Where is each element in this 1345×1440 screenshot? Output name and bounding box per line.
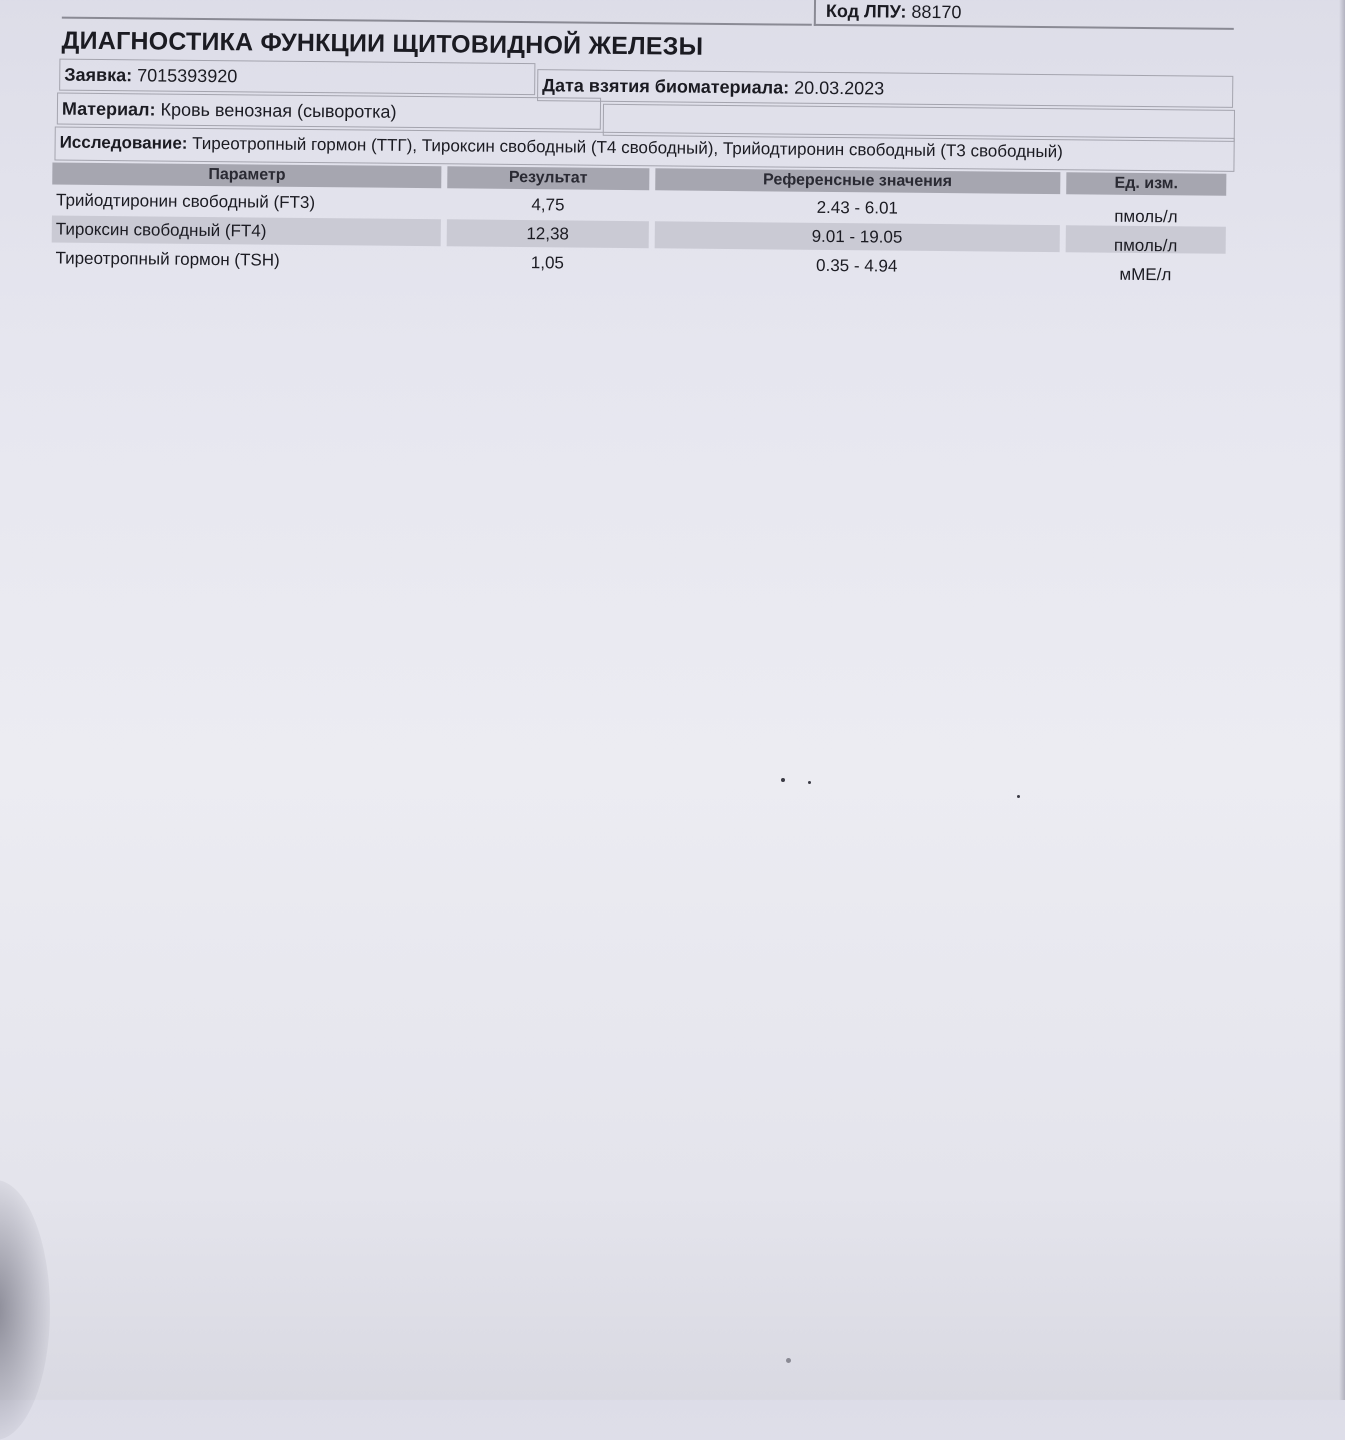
row-unit: пмоль/л xyxy=(1114,206,1178,226)
header-param: Параметр xyxy=(52,163,441,189)
row-unit-cell xyxy=(1066,225,1226,254)
row-reference: 0.35 - 4.94 xyxy=(815,255,898,276)
results-table xyxy=(45,160,1232,284)
sample-date-value: 20.03.2023 xyxy=(794,77,885,99)
lpu-code xyxy=(814,0,1234,30)
row-reference: 2.43 - 6.01 xyxy=(816,197,899,218)
row-result: 1,05 xyxy=(530,252,565,272)
sample-date-field xyxy=(537,69,1233,108)
row-param: Трийодтиронин свободный (FT3) xyxy=(55,190,316,212)
row-unit: пмоль/л xyxy=(1113,235,1178,255)
header-unit: Ед. изм. xyxy=(1066,172,1226,196)
study-value: Тиреотропный гормон (ТТГ), Тироксин свободный (Т4 свободный), Трийодтиронин свободный (Т3 свободный) xyxy=(192,133,1063,162)
header-reference: Референсные значения xyxy=(655,168,1061,194)
cut-off-lab-name xyxy=(62,0,812,26)
row-unit-cell xyxy=(1066,196,1226,225)
header-result: Результат xyxy=(447,166,648,190)
lpu-code-value: 88170 xyxy=(911,1,962,23)
sample-date-label: Дата взятия биоматериала: xyxy=(542,75,790,98)
request-number-value: 7015393920 xyxy=(137,65,238,87)
row-unit: мМЕ/л xyxy=(1119,264,1172,284)
paper-speck xyxy=(808,781,811,784)
row-result: 12,38 xyxy=(447,219,648,248)
study-label: Исследование: xyxy=(59,132,188,153)
paper-speck xyxy=(1017,795,1020,798)
request-number-field xyxy=(59,59,535,96)
material-value: Кровь венозная (сыворотка) xyxy=(160,99,397,122)
row-result: 4,75 xyxy=(531,194,565,214)
material-field xyxy=(57,93,601,130)
paper-shadow xyxy=(0,1180,50,1440)
paper-speck xyxy=(786,1358,791,1363)
paper-speck xyxy=(781,778,785,782)
row-reference: 9.01 - 19.05 xyxy=(654,221,1060,252)
row-param: Тиреотропный гормон (TSH) xyxy=(55,248,280,270)
material-label: Материал: xyxy=(61,98,156,120)
row-unit-cell xyxy=(1065,254,1225,283)
lpu-code-label: Код ЛПУ: xyxy=(825,0,907,22)
report-title: ДИАГНОСТИКА ФУНКЦИИ ЩИТОВИДНОЙ ЖЕЛЕЗЫ xyxy=(61,26,704,61)
lab-report xyxy=(0,0,1345,313)
row-param: Тироксин свободный (FT4) xyxy=(52,216,442,247)
request-number-label: Заявка: xyxy=(64,64,133,86)
